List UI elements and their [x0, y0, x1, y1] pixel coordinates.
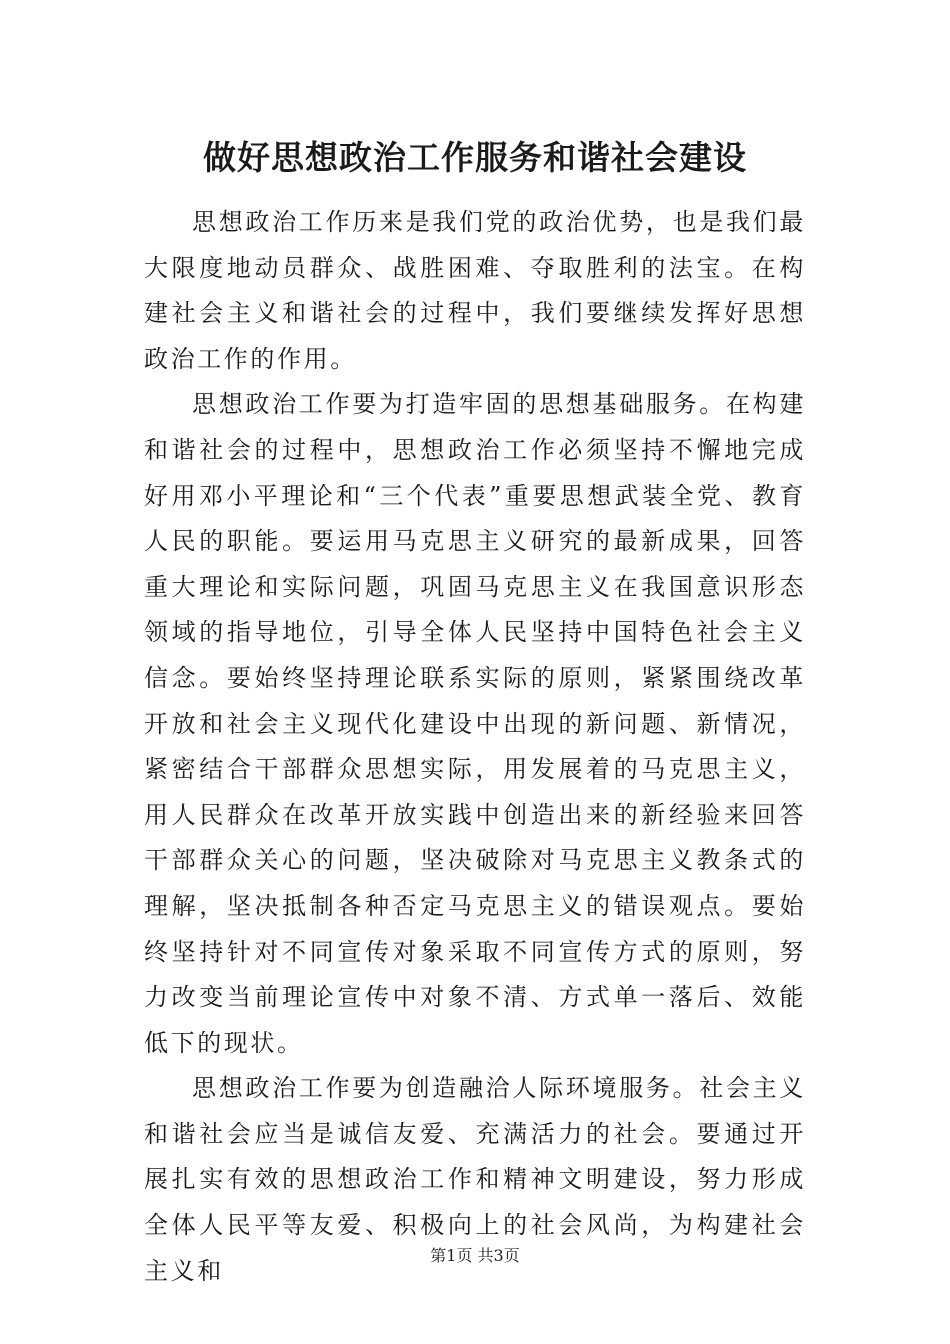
page-number: 第1页 共3页: [430, 1246, 520, 1265]
paragraph-interpersonal-environment: 思想政治工作要为创造融洽人际环境服务。社会主义和谐社会应当是诚信友爱、充满活力的社会。要通过开展扎实有效的思想政治工作和精神文明建设，努力形成全体人民平等友爱、积极向上的社会风尚，为构建社会主义和: [144, 1074, 806, 1285]
paragraph-intro: 思想政治工作历来是我们党的政治优势，也是我们最大限度地动员群众、战胜困难、夺取胜利的法宝。在构建社会主义和谐社会的过程中，我们要继续发挥好思想政治工作的作用。: [144, 208, 806, 373]
page-footer: [0, 1244, 950, 1268]
document-title: 做好思想政治工作服务和谐社会建设: [203, 138, 747, 177]
paragraph-ideological-foundation: 思想政治工作要为打造牢固的思想基础服务。在构建和谐社会的过程中，思想政治工作必须坚持不懈地完成好用邓小平理论和“三个代表”重要思想武装全党、教育人民的职能。要运用马克思主义研究的最新成果，回答重大理论和实际问题，巩固马克思主义在我国意识形态领域的指导地位，引导全体人民坚持中国特色社会主义信念。要始终坚持理论联系实际的原则，紧紧围绕改革开放和社会主义现代化建设中出现的新问题、新情况，紧密结合干部群众思想实际，用发展着的马克思主义，用人民群众在改革开放实践中创造出来的新经验来回答干部群众关心的问题，坚决破除对马克思主义教条式的理解，坚决抵制各种否定马克思主义的错误观点。要始终坚持针对不同宣传对象采取不同宣传方式的原则，努力改变当前理论宣传中对象不清、方式单一落后、效能低下的现状。: [144, 390, 806, 1057]
document-body: [144, 200, 806, 1294]
